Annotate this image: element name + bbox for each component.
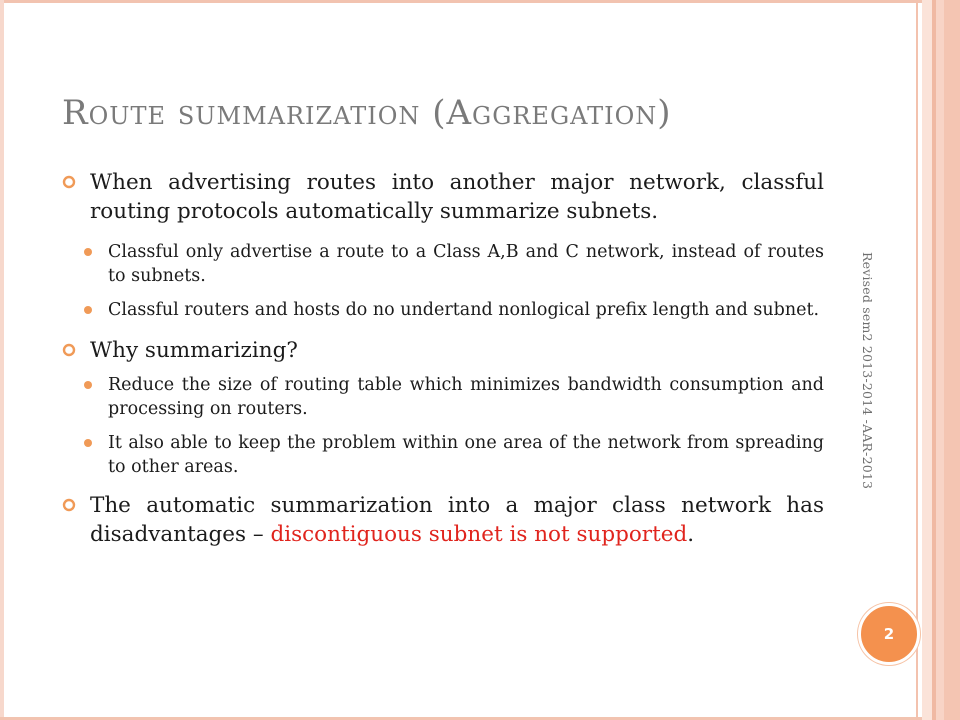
bullet-text: When advertising routes into another major network, classful routing protocols automatically summarize subnets.	[90, 170, 824, 224]
page-number-badge: 2	[858, 603, 920, 665]
bullet-level1	[62, 336, 824, 365]
dot-bullet-icon	[84, 439, 92, 447]
highlighted-text: discontiguous subnet is not supported	[270, 522, 688, 547]
bullet-text: The automatic summarization into a major class network has disadvantages –	[90, 493, 824, 547]
footer-side-text: Revised sem2 2013-2014 -AAR-2013	[860, 252, 875, 490]
ring-bullet-icon	[62, 498, 76, 512]
bullet-level2	[62, 240, 824, 288]
ring-bullet-icon	[62, 343, 76, 357]
dot-bullet-icon	[84, 381, 92, 389]
sub-bullet-text: Reduce the size of routing table which minimizes bandwidth consumption and processing on routers.	[108, 375, 824, 419]
sub-bullet-text: Classful only advertise a route to a Class A,B and C network, instead of routes to subnets.	[108, 242, 824, 286]
frame-top-border	[0, 0, 930, 3]
bullet-text-end: .	[687, 522, 695, 547]
bullet-level2	[62, 373, 824, 421]
frame-left-border	[0, 0, 4, 720]
decor-stripe	[944, 0, 960, 720]
bullet-level1	[62, 491, 824, 549]
sub-bullet-text: It also able to keep the problem within one area of the network from spreading to other areas.	[108, 433, 824, 477]
decor-stripe	[922, 0, 932, 720]
ring-bullet-icon	[62, 175, 76, 189]
slide-title: Route summarization (Aggregation)	[62, 93, 672, 133]
bullet-level1	[62, 168, 824, 226]
slide-content	[62, 168, 824, 563]
sub-bullet-text: Classful routers and hosts do no undertand nonlogical prefix length and subnet.	[108, 300, 820, 320]
dot-bullet-icon	[84, 248, 92, 256]
decor-stripe	[916, 0, 918, 720]
bullet-level2	[62, 431, 824, 479]
decor-stripe	[936, 0, 944, 720]
bullet-text: Why summarizing?	[90, 338, 298, 363]
dot-bullet-icon	[84, 306, 92, 314]
bullet-level2	[62, 298, 824, 322]
